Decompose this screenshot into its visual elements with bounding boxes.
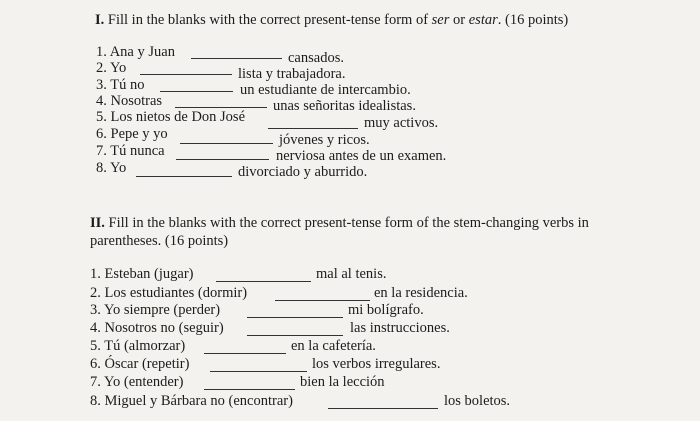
- section2-instruction-line1: Fill in the blanks with the correct present-tense form of the stem-changing verbs in: [108, 215, 589, 231]
- section1-item: 4. Nosotras: [96, 93, 163, 109]
- answer-blank[interactable]: [175, 107, 267, 108]
- section2-item-rest: los boletos.: [444, 393, 511, 409]
- answer-blank[interactable]: [328, 408, 438, 409]
- section1-item: 3. Tú no: [96, 77, 145, 93]
- section1-ser: ser: [431, 12, 450, 28]
- section2-item: 2. Los estudiantes (dormir): [90, 285, 248, 301]
- section2-item-rest: mal al tenis.: [316, 266, 387, 282]
- answer-blank[interactable]: [180, 143, 273, 144]
- answer-blank[interactable]: [275, 300, 370, 301]
- section2-item: 3. Yo siempre (perder): [90, 302, 221, 318]
- section2-item-rest: en la residencia.: [374, 285, 468, 301]
- section2-item-rest: bien la lección: [300, 374, 385, 390]
- answer-blank[interactable]: [247, 317, 343, 318]
- section1-or: or: [453, 12, 466, 28]
- section2-item-rest: mi bolígrafo.: [348, 302, 424, 318]
- answer-blank[interactable]: [210, 371, 307, 372]
- section1-item-rest: nerviosa antes de un examen.: [276, 148, 447, 164]
- section2-heading: [90, 214, 670, 250]
- section1-item-rest: jóvenes y ricos.: [279, 132, 370, 148]
- section1-item-rest: un estudiante de intercambio.: [240, 82, 411, 98]
- section1-points: . (16 points): [497, 12, 569, 28]
- section2-item: 8. Miguel y Bárbara no (encontrar): [90, 393, 293, 409]
- section1-item: 7. Tú nunca: [96, 143, 165, 159]
- section1-item: 6. Pepe y yo: [96, 126, 168, 142]
- answer-blank[interactable]: [136, 176, 232, 177]
- answer-blank[interactable]: [204, 389, 295, 390]
- section2-item: 5. Tú (almorzar): [90, 338, 186, 354]
- section1-estar: estar: [468, 12, 498, 28]
- section1-item: 1. Ana y Juan: [96, 44, 175, 60]
- section1-numeral: I.: [95, 12, 105, 28]
- section2-item: 4. Nosotros no (seguir): [90, 320, 224, 336]
- section1-item-rest: unas señoritas idealistas.: [273, 98, 416, 114]
- section2-item-rest: las instrucciones.: [350, 320, 450, 336]
- section1-item-rest: cansados.: [288, 50, 344, 66]
- answer-blank[interactable]: [160, 91, 233, 92]
- section2-item: 6. Óscar (repetir): [90, 356, 190, 372]
- section2-item: 7. Yo (entender): [90, 374, 184, 390]
- answer-blank[interactable]: [191, 58, 282, 59]
- section1-item: 5. Los nietos de Don José: [96, 109, 246, 125]
- section2-item-rest: en la cafetería.: [291, 338, 376, 354]
- section1-item-rest: muy activos.: [364, 115, 439, 131]
- answer-blank[interactable]: [216, 281, 311, 282]
- answer-blank[interactable]: [140, 74, 232, 75]
- section1-item-rest: divorciado y aburrido.: [238, 164, 368, 180]
- section2-item-rest: los verbos irregulares.: [312, 356, 441, 372]
- section1-item-rest: lista y trabajadora.: [238, 66, 346, 82]
- answer-blank[interactable]: [268, 128, 358, 129]
- section1-item: 2. Yo: [96, 60, 127, 76]
- section1-item: 8. Yo: [96, 160, 127, 176]
- section2-item: 1. Esteban (jugar): [90, 266, 194, 282]
- section1-heading: [95, 11, 568, 29]
- answer-blank[interactable]: [247, 335, 343, 336]
- answer-blank[interactable]: [204, 353, 286, 354]
- answer-blank[interactable]: [176, 159, 269, 160]
- section1-instruction: Fill in the blanks with the correct present-tense form of: [107, 12, 429, 28]
- section2-numeral: II.: [90, 215, 105, 231]
- section2-instruction-line2: parentheses. (16 points): [90, 233, 229, 249]
